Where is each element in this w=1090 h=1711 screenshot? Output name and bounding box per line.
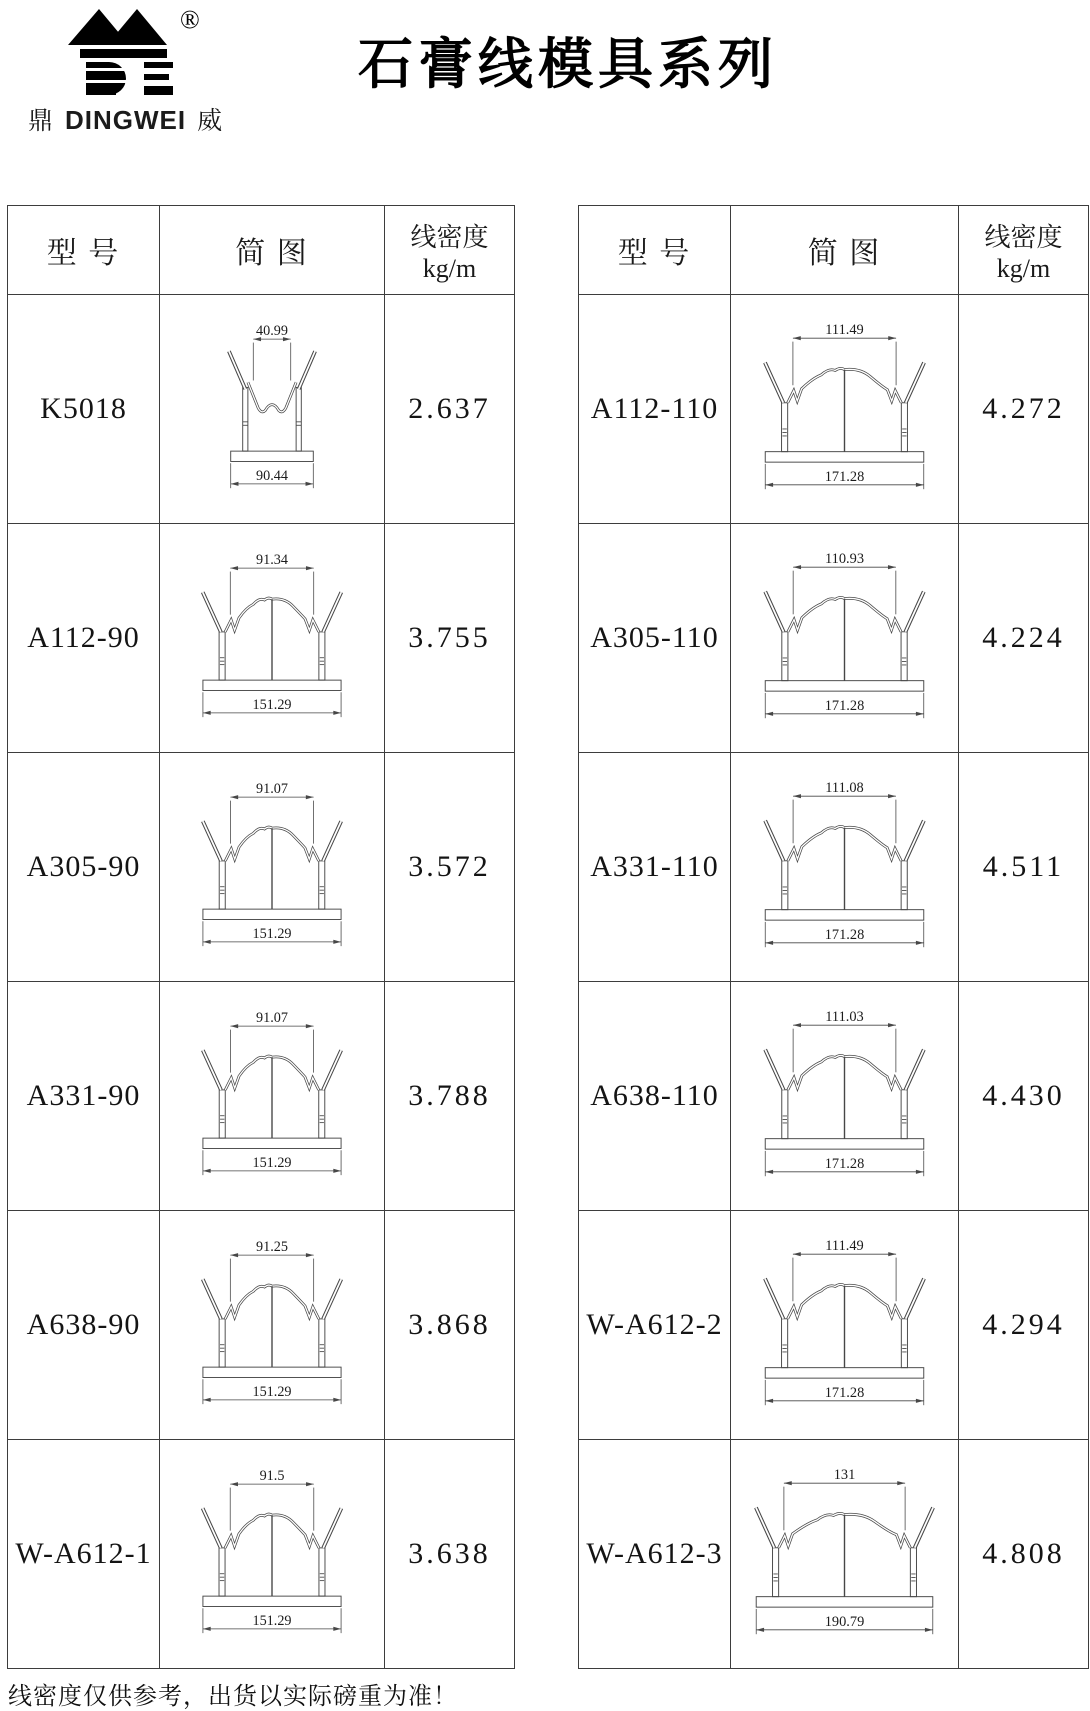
model-cell: W-A612-3 [579,1440,731,1669]
density-cell: 4.272 [959,295,1089,524]
model-cell: W-A612-1 [8,1440,160,1669]
density-cell: 2.637 [385,295,515,524]
dimension-label: 171.28 [824,1384,865,1401]
footer-note: 线密度仅供参考，出货以实际磅重为准！ [8,1684,458,1710]
density-cell: 3.868 [385,1211,515,1440]
profile-diagram [160,1453,384,1660]
density-cell: 4.224 [959,524,1089,753]
dimension-label: 151.29 [252,1612,292,1629]
model-cell: A305-110 [579,524,731,753]
profile-diagram [160,1224,384,1431]
model-cell: A331-90 [8,982,160,1211]
density-cell: 4.808 [959,1440,1089,1669]
diagram-cell [160,524,385,753]
profile-diagram [160,308,384,515]
dimension-label: 190.79 [824,1613,865,1630]
dimension-label: 40.99 [256,322,288,339]
density-cell: 4.511 [959,753,1089,982]
header-density-line2: kg/m [996,253,1051,283]
profile-diagram [731,766,958,973]
dimension-label: 91.25 [256,1238,288,1255]
density-cell: 3.755 [385,524,515,753]
dimension-label: 171.28 [824,468,865,485]
header-model: 型 号 [579,206,731,295]
logo-text [28,101,238,137]
header-density [385,206,515,295]
model-cell: A305-90 [8,753,160,982]
profile-diagram [731,537,958,744]
profile-diagram [731,308,958,515]
diagram-cell [160,295,385,524]
brand-cn-left: 鼎 [28,108,55,135]
density-cell: 3.638 [385,1440,515,1669]
header-diagram: 简 图 [160,206,385,295]
dimension-label: 110.93 [824,550,865,567]
dimension-label: 91.07 [256,1009,288,1026]
spec-table-left [7,205,515,1669]
profile-diagram [731,1224,958,1431]
diagram-cell [160,1440,385,1669]
registered-mark: ® [180,5,200,34]
diagram-cell [160,753,385,982]
diagram-cell [731,524,959,753]
profile-diagram [160,766,384,973]
header-density [959,206,1089,295]
dimension-label: 171.28 [824,1155,865,1172]
brand-cn-right: 威 [197,108,224,135]
profile-diagram [160,995,384,1202]
density-cell: 3.572 [385,753,515,982]
model-cell: K5018 [8,295,160,524]
diagram-cell [731,295,959,524]
density-cell: 3.788 [385,982,515,1211]
diagram-cell [731,982,959,1211]
header-density-line2: kg/m [422,253,477,283]
dimension-label: 151.29 [252,1154,292,1171]
dimension-label: 151.29 [252,1383,292,1400]
page-title: 石膏线模具系列 [357,33,778,95]
dimension-label: 91.34 [256,551,288,568]
dimension-label: 111.08 [825,779,864,796]
profile-diagram [160,537,384,744]
model-cell: A112-110 [579,295,731,524]
dimension-label: 111.49 [825,321,864,338]
diagram-cell [160,982,385,1211]
header-diagram: 简 图 [731,206,959,295]
header-model: 型 号 [8,206,160,295]
dimension-label: 111.03 [825,1008,864,1025]
dimension-label: 151.29 [252,925,292,942]
dimension-label: 171.28 [824,926,865,943]
spec-table-right [578,205,1089,1669]
dimension-label: 171.28 [824,697,865,714]
model-cell: A331-110 [579,753,731,982]
diagram-cell [731,753,959,982]
profile-diagram [731,1453,958,1660]
header-density-line1: 线密度 [410,222,489,252]
dimension-label: 90.44 [256,467,288,484]
diagram-cell [731,1440,959,1669]
dimension-label: 111.49 [825,1237,864,1254]
header-density-line1: 线密度 [984,222,1063,252]
model-cell: A638-110 [579,982,731,1211]
diagram-cell [160,1211,385,1440]
model-cell: A112-90 [8,524,160,753]
dimension-label: 91.07 [256,780,288,797]
dimension-label: 131 [833,1466,856,1483]
dimension-label: 151.29 [252,696,292,713]
model-cell: A638-90 [8,1211,160,1440]
diagram-cell [731,1211,959,1440]
density-cell: 4.430 [959,982,1089,1211]
density-cell: 4.294 [959,1211,1089,1440]
model-cell: W-A612-2 [579,1211,731,1440]
dimension-label: 91.5 [259,1467,285,1484]
brand-en: DINGWEI [65,105,187,135]
profile-diagram [731,995,958,1202]
